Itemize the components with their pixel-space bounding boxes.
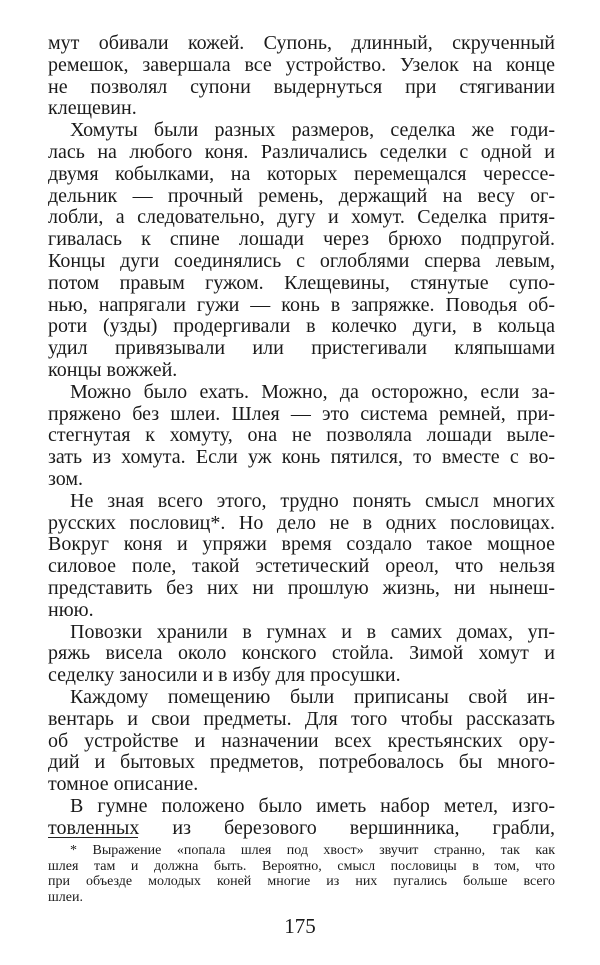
text-line: концы вожжей.	[48, 358, 178, 381]
text-line: нюю.	[48, 598, 94, 621]
text-line: зать из хомута. Если уж конь пятился, то вместе с во-	[48, 446, 555, 469]
footnote-line: * Выражение «попала шлея под хвост» звучит странно, так как	[70, 843, 555, 858]
text-line: ряжь висела около конского стойла. Зимой хомут и	[48, 642, 555, 665]
text-line: зом.	[48, 467, 84, 490]
footnote	[48, 843, 555, 905]
text-line: седелку заносили и в избу для просушки.	[48, 664, 401, 687]
text-line: Концы дуги соединялись с оглоблями сперва левым,	[48, 249, 555, 272]
text-line: В гумне положено было иметь набор метел, изго-	[70, 794, 555, 817]
paragraph	[48, 622, 555, 687]
paragraph	[48, 33, 555, 120]
text-line: об устройстве и назначении всех крестьянских ору-	[48, 729, 555, 752]
text-line: лобли, а следовательно, дугу и хомут. Седелка притя-	[48, 206, 555, 229]
text-line: Повозки хранили в гумнах и в самих домах, уп-	[70, 620, 555, 643]
text-line: удил привязывали или пристегивали кляпышами	[48, 337, 555, 360]
text-line: Вокруг коня и упряжи время создало такое мощное	[48, 533, 555, 556]
text-line: стегнутая к хомуту, она не позволяла лошади выле-	[48, 424, 555, 447]
text-line: Не зная всего этого, трудно понять смысл многих	[70, 489, 555, 512]
text-line: Хомуты были разных размеров, седелка же годи-	[70, 119, 555, 142]
text-line: вентарь и свои предметы. Для того чтобы рассказать	[48, 707, 555, 730]
text-line: дельник — прочный ремень, держащий на весу ог-	[48, 184, 555, 207]
footnote-line: при объезде молодых коней многие из них пугались больше всего	[48, 874, 555, 890]
text-line: потом правым гужом. Клещевины, стянутые супо-	[48, 271, 555, 294]
text-line: роти (узды) продергивали в колечко дуги, в кольца	[48, 315, 555, 338]
text-line: дий и бытовых предметов, потребовалось бы много-	[48, 751, 555, 774]
text-line: силовое поле, такой эстетический ореол, что нельзя	[48, 555, 555, 578]
text-line: Можно было ехать. Можно, да осторожно, если за-	[70, 380, 555, 403]
text-line: двумя кобылками, на которых перемещался черессе-	[48, 162, 555, 185]
text-line: мут обивали кожей. Супонь, длинный, скрученный	[48, 32, 555, 54]
page-body	[48, 33, 555, 839]
page-number: 175	[284, 914, 316, 938]
paragraph	[48, 120, 555, 382]
text-line: товленных из березового вершинника, грабли,	[48, 816, 555, 839]
text-line: лась на любого коня. Различались седелки с одной и	[48, 140, 555, 163]
text-line: Каждому помещению были приписаны свой ин-	[70, 685, 555, 708]
paragraph	[48, 687, 555, 796]
text-line: нью, напрягали гужи — конь в запряжке. Поводья об-	[48, 293, 555, 316]
text-line: пряжено без шлеи. Шлея — это система ремней, при-	[48, 402, 555, 425]
paragraph	[48, 796, 555, 840]
text-line: ремешок, завершала все устройство. Узелок на конце	[48, 53, 555, 76]
footnote-divider	[48, 837, 138, 838]
text-line: гивалась к спине лошади через брюхо подпругой.	[48, 228, 555, 251]
footnote-line: шлеи.	[48, 889, 83, 905]
text-line: томное описание.	[48, 773, 199, 796]
text-line: клещевин.	[48, 97, 137, 120]
paragraph	[48, 491, 555, 622]
text-line: не позволял супони выдернуться при стягивании	[48, 75, 555, 98]
text-line: представить без них ни прошлую жизнь, ни нынеш-	[48, 576, 555, 599]
footnote-line: шлея там и должна быть. Вероятно, смысл пословицы в том, что	[48, 858, 555, 874]
paragraph	[48, 382, 555, 491]
text-line: русских пословиц*. Но дело не в одних пословицах.	[48, 511, 555, 534]
